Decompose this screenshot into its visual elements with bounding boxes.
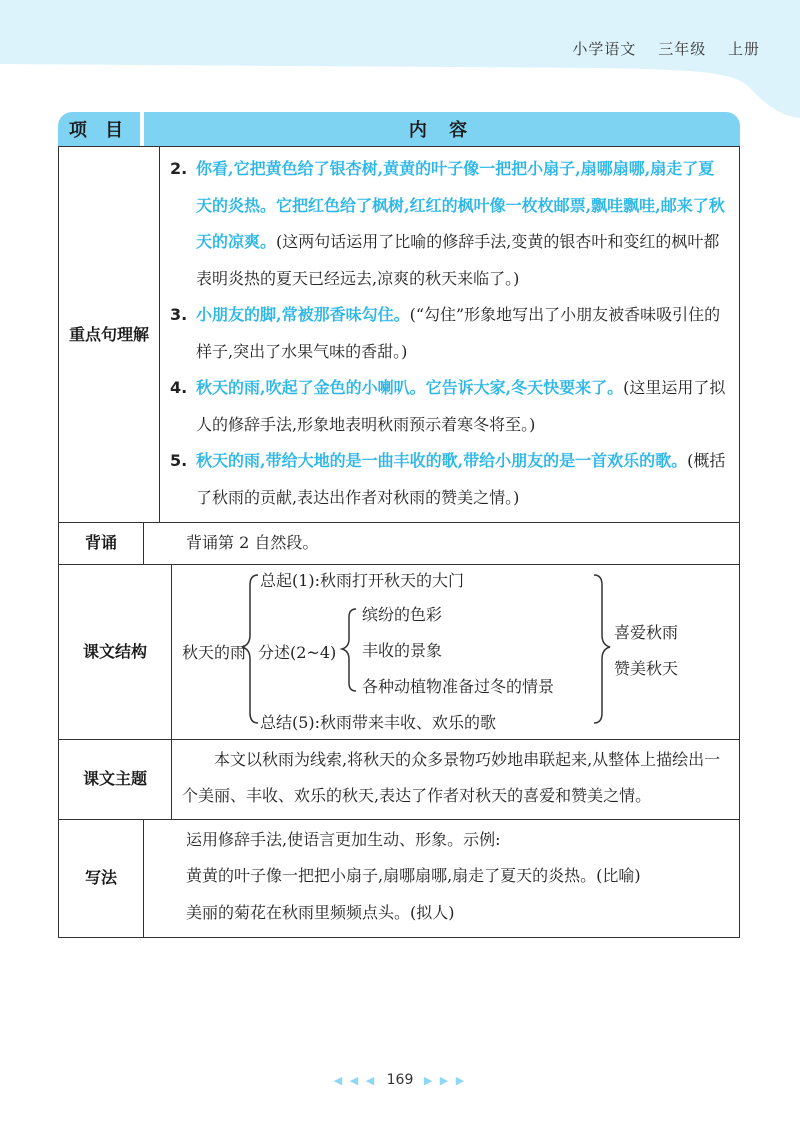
page-number: 169: [386, 1072, 414, 1088]
key-sentence-item: [170, 370, 729, 443]
structure-emotion: 喜爱秋雨: [614, 622, 679, 642]
lesson-table: [58, 112, 740, 922]
row-label-structure: 课文结构: [59, 565, 172, 739]
table-body: [58, 146, 740, 938]
item-number: 4.: [170, 378, 188, 397]
sentence-note: (这两句话运用了比喻的修辞手法,变黄的银杏叶和变红的枫叶都表明炎热的夏天已经远去,凉爽的秋天来临了。): [196, 232, 720, 288]
key-sentence-item: [170, 297, 729, 370]
theme-text: 本文以秋雨为线索,将秋天的众多景物巧妙地串联起来,从整体上描绘出一个美丽、丰收、欢乐的秋天,表达了作者对秋天的喜爱和赞美之情。: [182, 749, 721, 805]
quoted-sentence: 秋天的雨,带给大地的是一曲丰收的歌,带给小朋友的是一首欢乐的歌。: [196, 451, 688, 470]
item-number: 3.: [170, 305, 188, 324]
item-number: 2.: [170, 159, 188, 178]
quoted-sentence: 小朋友的脚,常被那香味勾住。: [196, 305, 410, 324]
left-arrows-icon: ◀ ◀ ◀: [333, 1074, 377, 1087]
row-theme: [59, 739, 739, 819]
row-label-recite: 背诵: [59, 523, 144, 564]
structure-middle-item: 缤纷的色彩: [362, 604, 443, 624]
key-sentence-item: [170, 151, 729, 297]
structure-middle: 分述(2~4): [258, 642, 337, 662]
key-sentences-content: [160, 147, 739, 522]
recite-content: [144, 523, 739, 564]
writing-line: 运用修辞手法,使语言更加生动、形象。示例:: [186, 829, 501, 849]
row-label-theme: 课文主题: [59, 740, 172, 819]
row-key-sentences: [59, 147, 739, 522]
structure-content: [172, 565, 739, 739]
row-writing: [59, 819, 739, 938]
column-header-content: 内 容: [144, 112, 740, 146]
structure-middle-item: 丰收的景象: [362, 640, 443, 660]
subject-label: 小学语文: [572, 40, 637, 58]
table-header: [58, 112, 740, 146]
recite-text: 背诵第 2 自然段。: [186, 533, 319, 552]
structure-diagram: [172, 569, 739, 731]
quoted-sentence: 你看,它把黄色给了银杏树,黄黄的叶子像一把把小扇子,扇哪扇哪,扇走了夏天的炎热。它把红色给了枫树,红红的枫叶像一枚枚邮票,飘哇飘哇,邮来了秋天的凉爽。: [196, 159, 725, 251]
key-sentence-item: [170, 443, 729, 516]
sentence-note: (“勾住”形象地写出了小朋友被香味吸引住的样子,突出了水果气味的香甜。): [196, 305, 721, 361]
column-header-item: 项 目: [58, 112, 140, 146]
structure-root: 秋天的雨: [182, 642, 247, 662]
structure-outro: 总结(5):秋雨带来丰收、欢乐的歌: [260, 712, 497, 732]
theme-content: [172, 740, 739, 819]
writing-line: 黄黄的叶子像一把把小扇子,扇哪扇哪,扇走了夏天的炎热。(比喻): [186, 866, 641, 885]
writing-content: [144, 820, 739, 938]
page-footer: [0, 1072, 800, 1088]
row-recite: [59, 522, 739, 564]
item-number: 5.: [170, 451, 188, 470]
volume-label: 上册: [727, 40, 760, 58]
row-label-key-sentences: 重点句理解: [59, 147, 160, 522]
structure-emotion: 赞美秋天: [614, 658, 679, 678]
quoted-sentence: 秋天的雨,吹起了金色的小喇叭。它告诉大家,冬天快要来了。: [196, 378, 624, 397]
book-header: [556, 38, 760, 59]
structure-middle-item: 各种动植物准备过冬的情景: [362, 676, 555, 696]
structure-intro: 总起(1):秋雨打开秋天的大门: [260, 570, 465, 590]
sentence-note: (这里运用了拟人的修辞手法,形象地表明秋雨预示着寒冬将至。): [196, 378, 726, 434]
row-label-writing: 写法: [59, 820, 144, 938]
row-structure: [59, 564, 739, 739]
right-arrows-icon: ▶ ▶ ▶: [423, 1074, 467, 1087]
writing-line: 美丽的菊花在秋雨里频频点头。(拟人): [186, 902, 455, 922]
grade-label: 三年级: [658, 40, 707, 58]
sentence-note: (概括了秋雨的贡献,表达出作者对秋雨的赞美之情。): [196, 451, 726, 507]
